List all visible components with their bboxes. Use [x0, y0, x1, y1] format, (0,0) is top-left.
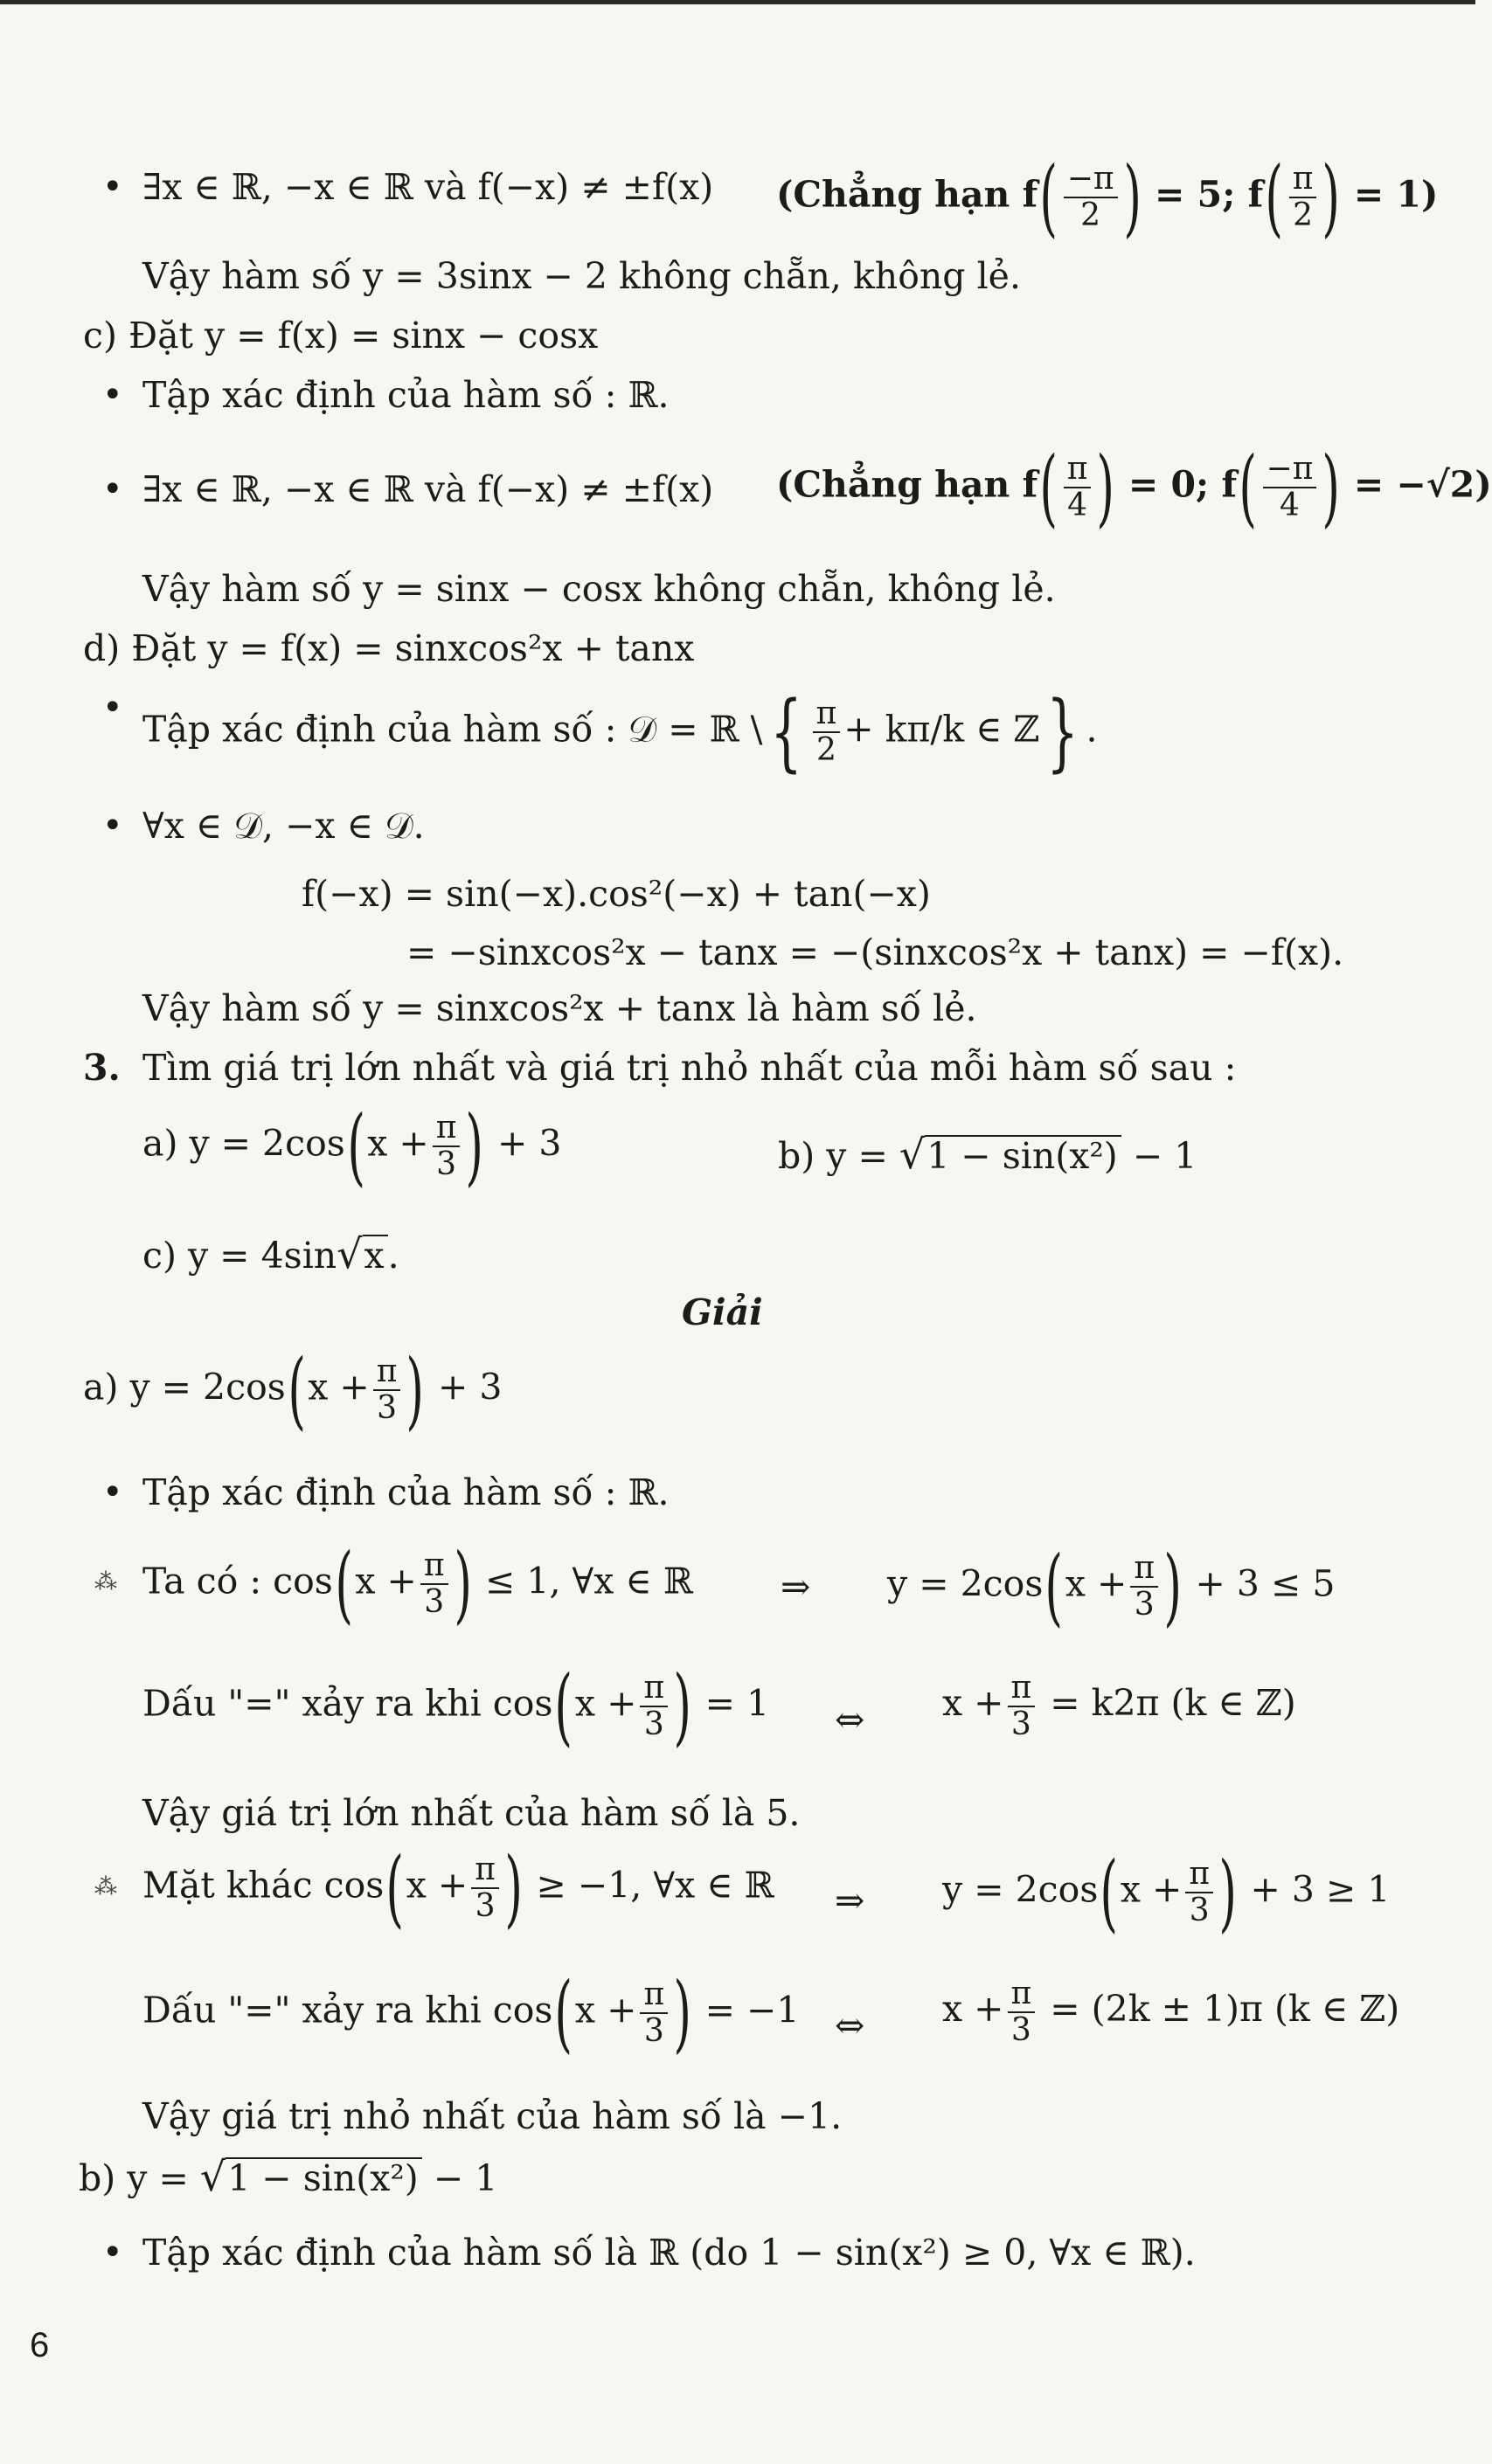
paren-right: ) [1218, 1844, 1238, 1941]
derivation-line-10: f(−x) = sin(−x).cos²(−x) + tan(−x) [302, 873, 931, 915]
solution-line-7: Vậy giá trị nhỏ nhất của hàm số là −1. [142, 2095, 843, 2137]
q3b-post: − 1 [1132, 1135, 1197, 1177]
s6-pre: Dấu "=" xảy ra khi cos [142, 1989, 553, 2031]
equiv-arrow-2: ⇔ [835, 2004, 865, 2046]
s2-inner: x + [355, 1560, 417, 1602]
q3c-pre: c) y = 4sin [142, 1235, 337, 1277]
paren-right: ) [453, 1535, 472, 1633]
bullet-line-8: • Tập xác định của hàm số : 𝒟 = ℝ \{ $\frac{\pi}{2}$ + kπ/k ∈ ℤ} . [142, 690, 1098, 774]
line-8-inner: + kπ/k ∈ ℤ [843, 708, 1040, 751]
bullet-solution-1 [142, 1471, 670, 1513]
note-2-pre: (Chẳng hạn f [776, 463, 1038, 506]
paren-left: ( [385, 1839, 405, 1937]
s2-pre: Ta có : cos [142, 1560, 333, 1602]
solution-line-2 [142, 1535, 693, 1633]
solution-heading: Giải [682, 1291, 763, 1333]
radical-sign: √ [337, 1230, 363, 1277]
q3c-radicand: x [363, 1235, 388, 1274]
bullet-line-4 [142, 374, 670, 416]
q3a-pre: a) y = 2cos [142, 1122, 345, 1165]
fraction: $\frac{\pi}{3}$ [1185, 1857, 1213, 1928]
star-marker: ⁂ [94, 1874, 117, 1900]
paren-right: ) [504, 1839, 523, 1937]
s6-mid: = −1 [704, 1989, 800, 2031]
fraction: $\frac{\pi}{3}$ [1008, 1976, 1036, 2047]
star-marker: ⁂ [94, 1569, 117, 1595]
fraction: $\frac{\pi}{3}$ [373, 1354, 401, 1425]
conclusion-line-12: Vậy hàm số y = sinxcos²x + tanx là hàm số lẻ. [142, 987, 977, 1029]
bullet-line-9 [142, 805, 425, 847]
example-note-2 [776, 439, 1492, 536]
paren-right: ) [406, 1341, 425, 1439]
solution-b-heading [79, 2153, 498, 2200]
part-c-heading: c) Đặt y = f(x) = sinx − cosx [83, 315, 599, 356]
note-1-pre: (Chẳng hạn f [776, 173, 1038, 216]
s3-mid: = 1 [704, 1682, 770, 1725]
note-2-post: = −√2) [1353, 463, 1492, 506]
solution-a-heading [83, 1341, 503, 1439]
s3-pre: Dấu "=" xảy ra khi cos [142, 1682, 553, 1725]
fraction: $\frac{\pi}{3}$ [433, 1111, 461, 1181]
q3a-inner: x + [367, 1122, 429, 1165]
fraction: $\frac{\pi}{2}$ [813, 696, 841, 767]
solution-line-3 [142, 1658, 770, 1755]
paren-right: ) [673, 1658, 692, 1755]
s6-inner: x + [574, 1989, 637, 2031]
solution-line-6-rhs [942, 1976, 1399, 2047]
equiv-arrow-1: ⇔ [835, 1699, 865, 1741]
sb-post: − 1 [433, 2157, 498, 2199]
s5-rhs-post: + 3 ≥ 1 [1250, 1868, 1391, 1911]
line-4-text: Tập xác định của hàm số : ℝ. [142, 374, 670, 416]
s6-rhs-pre: x + [942, 1988, 1004, 2031]
s5-mid: ≥ −1, ∀x ∈ ℝ [536, 1864, 774, 1907]
sa-pre: a) y = 2cos [83, 1366, 286, 1408]
q3c-post: . [387, 1235, 399, 1277]
fraction: $\frac{\pi}{3}$ [471, 1852, 499, 1923]
line-8-text: Tập xác định của hàm số : 𝒟 = ℝ \ [142, 708, 763, 751]
radical-sign: √ [899, 1131, 926, 1178]
sb-radicand: 1 − sin(x²) [226, 2157, 422, 2197]
fraction: $\frac{\pi}{4}$ [1064, 452, 1092, 523]
question-3a [142, 1097, 562, 1195]
s2-rhs-pre: y = 2cos [887, 1562, 1044, 1605]
derivation-line-11: = −sinxcos²x − tanx = −(sinxcos²x + tanx) = −f(x). [406, 931, 1344, 973]
s5-rhs-inner: x + [1120, 1868, 1183, 1911]
paren-right: ) [1322, 149, 1341, 246]
fraction: $\frac{\pi}{2}$ [1289, 162, 1317, 232]
paren-right: ) [1122, 149, 1142, 246]
paren-left: ( [288, 1341, 306, 1439]
conclusion-line-6: Vậy hàm số y = sinx − cosx không chẵn, không lẻ. [142, 568, 1056, 610]
question-3b [778, 1131, 1197, 1178]
s3-inner: x + [574, 1682, 637, 1725]
fraction: $\frac{\pi}{3}$ [1130, 1551, 1158, 1622]
paren-left: ( [335, 1535, 353, 1633]
s1-text: Tập xác định của hàm số : ℝ. [142, 1471, 670, 1513]
s2-mid: ≤ 1, ∀x ∈ ℝ [485, 1560, 693, 1602]
sb-pre: b) y = [79, 2157, 189, 2199]
paren-right: ) [1096, 439, 1115, 536]
page-top-rule [0, 0, 1475, 4]
solution-line-2-rhs [887, 1538, 1336, 1636]
radical-sign: √ [199, 2153, 226, 2200]
paren-left: ( [554, 1964, 573, 2062]
s8-text: Tập xác định của hàm số là ℝ (do 1 − sin(x²) ≥ 0, ∀x ∈ ℝ). [142, 2232, 1196, 2274]
paren-left: ( [1265, 149, 1284, 246]
page-number: 6 [30, 2326, 50, 2364]
note-1-mid: = 5; f [1155, 173, 1264, 216]
s3-rhs-post: = k2π (k ∈ ℤ) [1050, 1682, 1296, 1725]
brace-left: { [769, 683, 802, 781]
implies-arrow-2: ⇒ [835, 1879, 865, 1921]
s6-rhs-post: = (2k ± 1)π (k ∈ ℤ) [1050, 1988, 1400, 2031]
s5-pre: Mặt khác cos [142, 1864, 385, 1907]
solution-line-5-rhs [942, 1844, 1391, 1941]
q3a-post: + 3 [496, 1122, 562, 1165]
paren-left: ( [1044, 1538, 1064, 1636]
fraction: $\frac{\pi}{3}$ [640, 1671, 668, 1741]
solution-line-6 [142, 1964, 800, 2062]
brace-right: } [1046, 683, 1079, 781]
bullet-solution-8 [142, 2232, 1196, 2274]
question-3c [142, 1230, 399, 1277]
conclusion-line-2: Vậy hàm số y = 3sinx − 2 không chẵn, không lẻ. [142, 255, 1021, 297]
part-d-heading: d) Đặt y = f(x) = sinxcos²x + tanx [83, 627, 695, 669]
fraction: $\frac{\pi}{3}$ [1008, 1671, 1036, 1741]
implies-arrow-1: ⇒ [781, 1566, 811, 1608]
s5-inner: x + [406, 1864, 468, 1907]
fraction: $\frac{\pi}{3}$ [640, 1977, 668, 2048]
paren-left: ( [1239, 439, 1258, 536]
line-9-text: ∀x ∈ 𝒟, −x ∈ 𝒟. [142, 805, 425, 847]
solution-line-5 [142, 1839, 774, 1937]
paren-right: ) [673, 1964, 692, 2062]
line-1-text: ∃x ∈ ℝ, −x ∈ ℝ và f(−x) ≠ ±f(x) [142, 166, 714, 208]
paren-right: ) [465, 1097, 484, 1195]
fraction: $\frac{\pi}{3}$ [420, 1548, 448, 1619]
q3b-radicand: 1 − sin(x²) [925, 1135, 1121, 1174]
s3-rhs-pre: x + [942, 1682, 1004, 1725]
example-note-1 [776, 149, 1439, 246]
bullet-line-1 [142, 166, 714, 208]
paren-right: ) [1163, 1538, 1183, 1636]
note-1-post: = 1) [1353, 173, 1439, 216]
solution-line-3-rhs [942, 1671, 1296, 1741]
paren-left: ( [1039, 439, 1058, 536]
paren-left: ( [347, 1097, 365, 1195]
question-3-text: Tìm giá trị lớn nhất và giá trị nhỏ nhất của mỗi hàm số sau : [142, 1047, 1237, 1089]
note-2-mid: = 0; f [1128, 463, 1238, 506]
paren-right: ) [1322, 439, 1341, 536]
solution-line-4: Vậy giá trị lớn nhất của hàm số là 5. [142, 1792, 801, 1834]
question-3-number: 3. [83, 1047, 121, 1089]
line-5-text: ∃x ∈ ℝ, −x ∈ ℝ và f(−x) ≠ ±f(x) [142, 468, 714, 510]
sa-inner: x + [308, 1366, 370, 1408]
s2-rhs-inner: x + [1065, 1562, 1128, 1605]
s5-rhs-pre: y = 2cos [942, 1868, 1099, 1911]
sa-post: + 3 [437, 1366, 503, 1408]
q3b-pre: b) y = [778, 1135, 888, 1177]
s2-rhs-post: + 3 ≤ 5 [1195, 1562, 1336, 1605]
paren-left: ( [1100, 1844, 1119, 1941]
paren-left: ( [1039, 149, 1058, 246]
fraction: $\frac{-\pi}{2}$ [1064, 162, 1118, 232]
bullet-line-5 [142, 468, 714, 510]
fraction: $\frac{-\pi}{4}$ [1263, 452, 1317, 523]
paren-left: ( [554, 1658, 573, 1755]
